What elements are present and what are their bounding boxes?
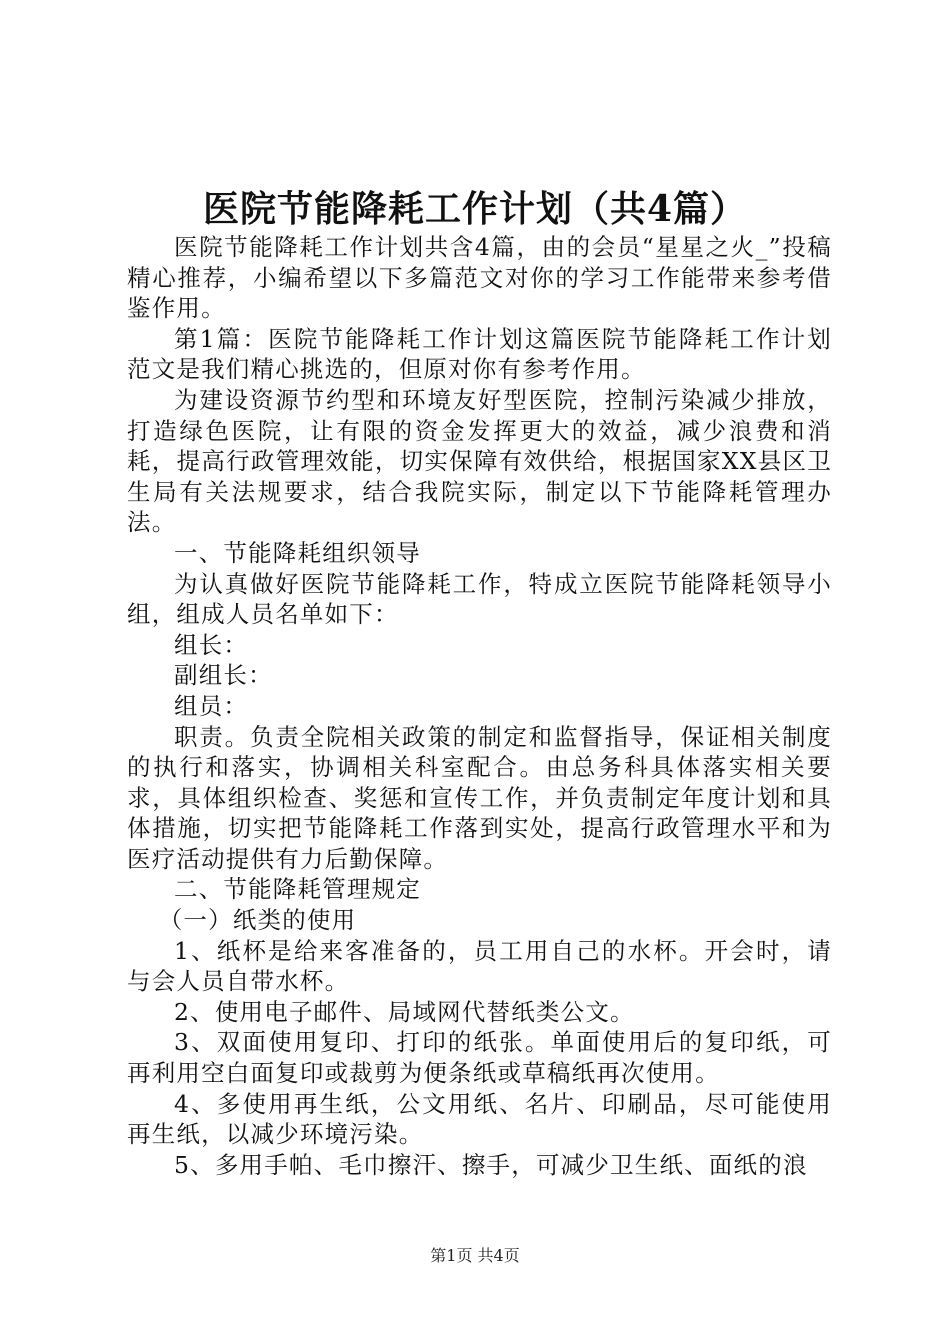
paragraph-purpose: 为建设资源节约型和环境友好型医院，控制污染减少排放，打造绿色医院，让有限的资金发挥更大的效益，减少浪费和消耗，提高行政管理效能，切实保障有效供给，根据国家XX县区卫生局有关法规要求，结合我院实际，制定以下节能降耗管理办法。 xyxy=(127,385,832,537)
rule-item-4: 4、多使用再生纸，公文用纸、名片、印刷品，尽可能使用再生纸，以减少环境污染。 xyxy=(127,1089,832,1149)
subsection-heading-paper: （一）纸类的使用 xyxy=(158,906,357,935)
rule-item-3: 3、双面使用复印、打印的纸张。单面使用后的复印纸，可再利用空白面复印或裁剪为便条纸或草稿纸再次使用。 xyxy=(127,1028,832,1088)
document-body xyxy=(127,232,832,1180)
section-heading-2: 二、节能降耗管理规定 xyxy=(174,875,421,904)
rule-item-5: 5、多用手帕、毛巾擦汗、擦手，可减少卫生纸、面纸的浪 xyxy=(174,1150,808,1179)
list-item-leader: 组长： xyxy=(174,630,249,659)
paragraph-part1-heading: 第1篇：医院节能降耗工作计划这篇医院节能降耗工作计划范文是我们精心挑选的，但原对你有参考作用。 xyxy=(127,324,832,384)
list-item-deputy-leader: 副组长： xyxy=(174,661,273,690)
rule-item-2: 2、使用电子邮件、局域网代替纸类公文。 xyxy=(174,997,635,1026)
section-heading-1: 一、节能降耗组织领导 xyxy=(174,538,421,567)
paragraph-leadership: 为认真做好医院节能降耗工作，特成立医院节能降耗领导小组，组成人员名单如下： xyxy=(127,569,832,629)
rule-item-1: 1、纸杯是给来客准备的，员工用自己的水杯。开会时，请与会人员自带水杯。 xyxy=(127,936,832,996)
page-footer: 第1页 共4页 xyxy=(430,1246,520,1265)
paragraph-duties: 职责。负责全院相关政策的制定和监督指导，保证相关制度的执行和落实，协调相关科室配合。由总务科具体落实相关要求，具体组织检查、奖惩和宣传工作，并负责制定年度计划和具体措施，切实把节能降耗工作落到实处，提高行政管理水平和为医疗活动提供有力后勤保障。 xyxy=(127,722,832,873)
document-title: 医院节能降耗工作计划（共4篇） xyxy=(202,188,748,230)
paragraph-intro: 医院节能降耗工作计划共含4篇，由的会员“星星之火_”投稿精心推荐，小编希望以下多篇范文对你的学习工作能带来参考借鉴作用。 xyxy=(127,233,832,323)
list-item-members: 组员： xyxy=(174,691,249,720)
